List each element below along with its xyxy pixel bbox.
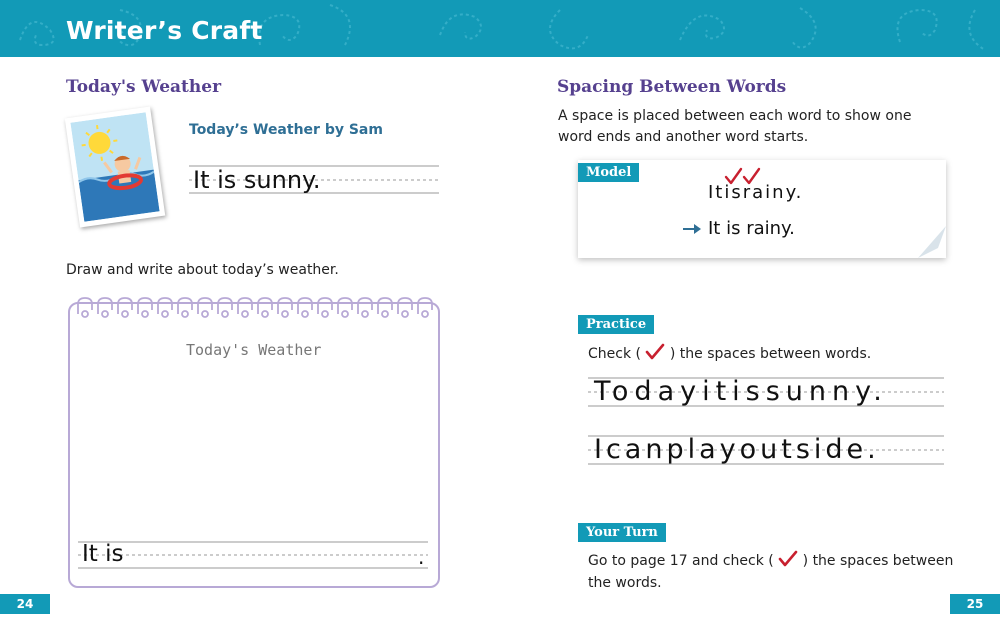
page-title: Writer’s Craft [66, 16, 263, 45]
notebook-writing-lines [78, 538, 428, 574]
checkmark-icon [645, 343, 665, 361]
page-number-left: 24 [0, 594, 50, 614]
notebook-title: Today's Weather [186, 341, 322, 359]
section-title-spacing: Spacing Between Words [557, 77, 787, 97]
practice-sentence-1: Todayitissunny. [594, 376, 888, 407]
practice-instruction [588, 343, 871, 365]
beach-illustration [70, 112, 159, 222]
section-title-todays-weather: Today's Weather [66, 77, 222, 97]
practice-label: Practice [578, 315, 654, 334]
arrow-right-icon [682, 222, 704, 236]
notebook-prompt: It is [82, 541, 124, 567]
model-unspaced-sentence: Itisrainy. [708, 182, 804, 203]
model-label: Model [578, 163, 639, 182]
your-turn-instruction [588, 550, 953, 572]
your-turn-pre: Go to page 17 and check ( [588, 553, 774, 569]
your-turn-line-2: the words. [588, 575, 662, 591]
page-header [0, 0, 1000, 57]
your-turn-label: Your Turn [578, 523, 666, 542]
sample-sentence: It is sunny. [193, 166, 321, 194]
practice-sentence-2: Icanplayoutside. [594, 434, 880, 465]
notebook-period: . [418, 545, 425, 569]
page-number-right: 25 [950, 594, 1000, 614]
practice-instruction-pre: Check ( [588, 346, 641, 362]
drawing-instruction: Draw and write about today’s weather. [66, 262, 339, 278]
sunny-beach-photo [65, 107, 165, 228]
practice-instruction-post: ) the spaces between words. [669, 346, 872, 362]
model-spaced-sentence: It is rainy. [708, 218, 795, 239]
notebook-spiral-rings [70, 296, 436, 320]
intro-line-1: A space is placed between each word to show one [558, 108, 912, 124]
sample-title: Today’s Weather by Sam [189, 122, 383, 138]
page-curl-corner [918, 226, 946, 258]
intro-line-2: word ends and another word starts. [558, 129, 809, 145]
model-checkmarks [724, 167, 772, 187]
your-turn-post: ) the spaces between [802, 553, 954, 569]
checkmark-icon [778, 550, 798, 568]
